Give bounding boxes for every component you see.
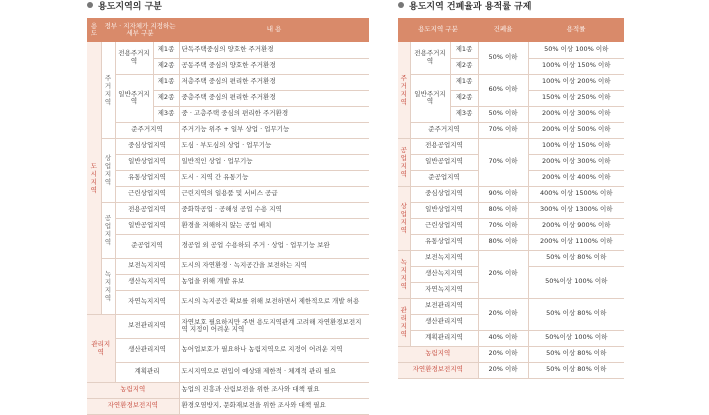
row-far: 200% 이상 900% 이하 xyxy=(528,218,624,234)
header-content: 내 용 xyxy=(179,18,369,42)
row-bcr: 20% 이하 xyxy=(478,346,528,362)
row-bcr: 20% 이하 xyxy=(478,298,528,330)
row-far: 100% 이상 150% 이하 xyxy=(528,58,624,74)
row-content: 자연보호 필요하지만 주변 용도지역관계 고려해 자연환경보전지역 지정이 어려운 지역 xyxy=(179,314,369,338)
row-detail: 근린상업지역 xyxy=(115,186,179,202)
row-bcr: 50% 이하 xyxy=(478,42,528,74)
category-management: 관리지역 xyxy=(87,314,115,382)
row-bcr: 80% 이하 xyxy=(478,202,528,218)
category-natural-env: 자연환경보전지역 xyxy=(87,398,179,414)
category-commercial: 상업지역 xyxy=(398,186,410,250)
row-detail: 제2종 xyxy=(153,58,179,74)
row-detail: 전용공업지역 xyxy=(410,138,478,154)
row-content: 농어업보호가 필요하나 농림지역으로 지정이 어려운 지역 xyxy=(179,338,369,362)
row-bcr: 70% 이하 xyxy=(478,138,528,186)
row-content: 도시의 자연환경 · 녹지공간을 보전하는 지역 xyxy=(179,258,369,274)
row-detail: 제3종 xyxy=(450,106,478,122)
row-far: 50% 이상 80% 이하 xyxy=(528,362,624,378)
row-content: 중 · 고층주택 중심의 편리한 주거환경 xyxy=(179,106,369,122)
category-green: 녹지지역 xyxy=(101,258,115,314)
category-commercial: 상업지역 xyxy=(101,138,115,202)
header-far: 용적률 xyxy=(528,18,624,42)
row-far: 100% 이상 150% 이하 xyxy=(528,138,624,154)
category-industrial: 공업지역 xyxy=(398,138,410,186)
row-content: 농업의 진흥과 산림보전을 위한 조사와 대책 필요 xyxy=(179,382,369,398)
category-industrial: 공업지역 xyxy=(101,202,115,258)
row-detail: 제1종 xyxy=(153,74,179,90)
row-bcr: 20% 이하 xyxy=(478,250,528,298)
row-detail: 자연녹지지역 xyxy=(115,290,179,314)
row-detail: 준주거지역 xyxy=(410,122,478,138)
category-residential: 주거지역 xyxy=(398,42,410,138)
row-far: 50% 이상 80% 이하 xyxy=(528,346,624,362)
row-detail: 준주거지역 xyxy=(115,122,179,138)
row-content: 중화학공업 · 공해성 공업 수용 지역 xyxy=(179,202,369,218)
row-content: 경공업 외 공업 수용하되 주거 · 상업 · 업무기능 보완 xyxy=(179,234,369,258)
row-content: 도심 · 부도심의 상업 · 업무기능 xyxy=(179,138,369,154)
category-natural-env: 자연환경보전지역 xyxy=(398,362,478,378)
row-bcr: 70% 이하 xyxy=(478,122,528,138)
row-content: 환경오염방지, 문화재보전을 위한 조사와 대책 필요 xyxy=(179,398,369,414)
row-far: 200% 이상 1100% 이하 xyxy=(528,234,624,250)
left-title-text: 용도지역의 구분 xyxy=(98,2,162,12)
row-content: 공동주택 중심의 양호한 주거환경 xyxy=(179,58,369,74)
row-content: 일반적인 상업 · 업무기능 xyxy=(179,154,369,170)
row-bcr: 40% 이하 xyxy=(478,330,528,346)
subcat-general: 일반주거지역 xyxy=(115,74,153,122)
subcat-general: 일반주거지역 xyxy=(410,74,450,122)
row-content: 농업을 위해 개발 유보 xyxy=(179,274,369,290)
category-green: 녹지지역 xyxy=(398,250,410,298)
row-detail: 자연녹지지역 xyxy=(410,282,478,298)
row-bcr: 20% 이하 xyxy=(478,362,528,378)
row-far: 150% 이상 250% 이하 xyxy=(528,90,624,106)
row-detail: 제3종 xyxy=(153,106,179,122)
row-bcr: 70% 이하 xyxy=(478,218,528,234)
table-header-row xyxy=(87,18,369,42)
row-far: 50%이상 100% 이하 xyxy=(528,266,624,298)
right-section-title xyxy=(398,0,531,14)
row-detail: 전용공업지역 xyxy=(115,202,179,218)
row-far: 50% 이상 80% 이하 xyxy=(528,298,624,330)
row-detail: 생산관리지역 xyxy=(410,314,478,330)
row-detail: 보전관리지역 xyxy=(410,298,478,314)
row-detail: 유통상업지역 xyxy=(410,234,478,250)
table-header-row xyxy=(398,18,624,42)
row-detail: 제2종 xyxy=(153,90,179,106)
header-usage: 용도 xyxy=(87,18,101,42)
header-bcr: 건폐율 xyxy=(478,18,528,42)
row-detail: 생산녹지지역 xyxy=(115,274,179,290)
row-detail: 보전녹지지역 xyxy=(115,258,179,274)
subcat-exclusive: 전용주거지역 xyxy=(410,42,450,74)
row-detail: 일반공업지역 xyxy=(115,218,179,234)
row-detail: 근린상업지역 xyxy=(410,218,478,234)
row-far: 50% 이상 80% 이하 xyxy=(528,250,624,266)
bcr-far-table xyxy=(398,18,624,379)
row-bcr: 90% 이하 xyxy=(478,186,528,202)
row-detail: 계획관리 xyxy=(115,362,179,382)
row-far: 50%이상 100% 이하 xyxy=(528,330,624,346)
row-content: 근린지역의 일용품 및 서비스 공급 xyxy=(179,186,369,202)
category-urban: 도시지역 xyxy=(87,42,101,314)
row-far: 300% 이상 1300% 이하 xyxy=(528,202,624,218)
row-far: 400% 이상 1500% 이하 xyxy=(528,186,624,202)
right-title-text: 용도지역 건폐율과 용적률 규제 xyxy=(409,2,532,12)
row-content: 도시지역으로 편입이 예상돼 제한적 · 체계적 관리 필요 xyxy=(179,362,369,382)
bullet-icon xyxy=(87,2,93,8)
row-detail: 준공업지역 xyxy=(410,170,478,186)
row-content: 도시 · 지역 간 유통기능 xyxy=(179,170,369,186)
row-content: 환경을 저해하지 않는 공업 배치 xyxy=(179,218,369,234)
row-far: 100% 이상 200% 이하 xyxy=(528,74,624,90)
row-bcr: 80% 이하 xyxy=(478,234,528,250)
row-detail: 보전녹지지역 xyxy=(410,250,478,266)
category-agricultural: 농림지역 xyxy=(87,382,179,398)
row-far: 200% 이상 300% 이하 xyxy=(528,106,624,122)
row-content: 주거기능 위주 + 일부 상업 · 업무기능 xyxy=(179,122,369,138)
row-far: 200% 이상 500% 이하 xyxy=(528,122,624,138)
category-agricultural: 농림지역 xyxy=(398,346,478,362)
row-detail: 일반공업지역 xyxy=(410,154,478,170)
row-far: 200% 이상 400% 이하 xyxy=(528,170,624,186)
row-far: 50% 이상 100% 이하 xyxy=(528,42,624,58)
row-detail: 제2종 xyxy=(450,90,478,106)
row-detail: 보전관리지역 xyxy=(115,314,179,338)
subcat-exclusive: 전용주거지역 xyxy=(115,42,153,74)
bullet-icon xyxy=(398,2,404,8)
row-detail: 중심상업지역 xyxy=(115,138,179,154)
left-section-title xyxy=(87,0,162,14)
row-content: 단독주택중심의 양호한 주거환경 xyxy=(179,42,369,58)
row-detail: 일반상업지역 xyxy=(115,154,179,170)
category-management: 관리지역 xyxy=(398,298,410,346)
row-far: 200% 이상 300% 이하 xyxy=(528,154,624,170)
row-detail: 유통상업지역 xyxy=(115,170,179,186)
row-detail: 계획관리지역 xyxy=(410,330,478,346)
row-detail: 제1종 xyxy=(450,42,478,58)
row-content: 중층주택 중심의 편리한 주거환경 xyxy=(179,90,369,106)
row-content: 도시의 녹지공간 확보를 위해 보전하면서 제한적으로 개발 허용 xyxy=(179,290,369,314)
zone-classification-table xyxy=(87,18,369,415)
row-bcr: 50% 이하 xyxy=(478,106,528,122)
row-detail: 제1종 xyxy=(153,42,179,58)
row-detail: 준공업지역 xyxy=(115,234,179,258)
row-bcr: 60% 이하 xyxy=(478,74,528,106)
row-detail: 생산관리지역 xyxy=(115,338,179,362)
header-sub: 정부 · 지자체가 지정하는 세부 구분 xyxy=(101,18,179,42)
row-detail: 제1종 xyxy=(450,74,478,90)
row-detail: 일반상업지역 xyxy=(410,202,478,218)
row-detail: 제2종 xyxy=(450,58,478,74)
row-detail: 중심상업지역 xyxy=(410,186,478,202)
category-residential: 주거지역 xyxy=(101,42,115,138)
row-content: 저층주택 중심의 편리한 주거환경 xyxy=(179,74,369,90)
header-area: 용도지역 구분 xyxy=(398,18,478,42)
row-detail: 생산녹지지역 xyxy=(410,266,478,282)
